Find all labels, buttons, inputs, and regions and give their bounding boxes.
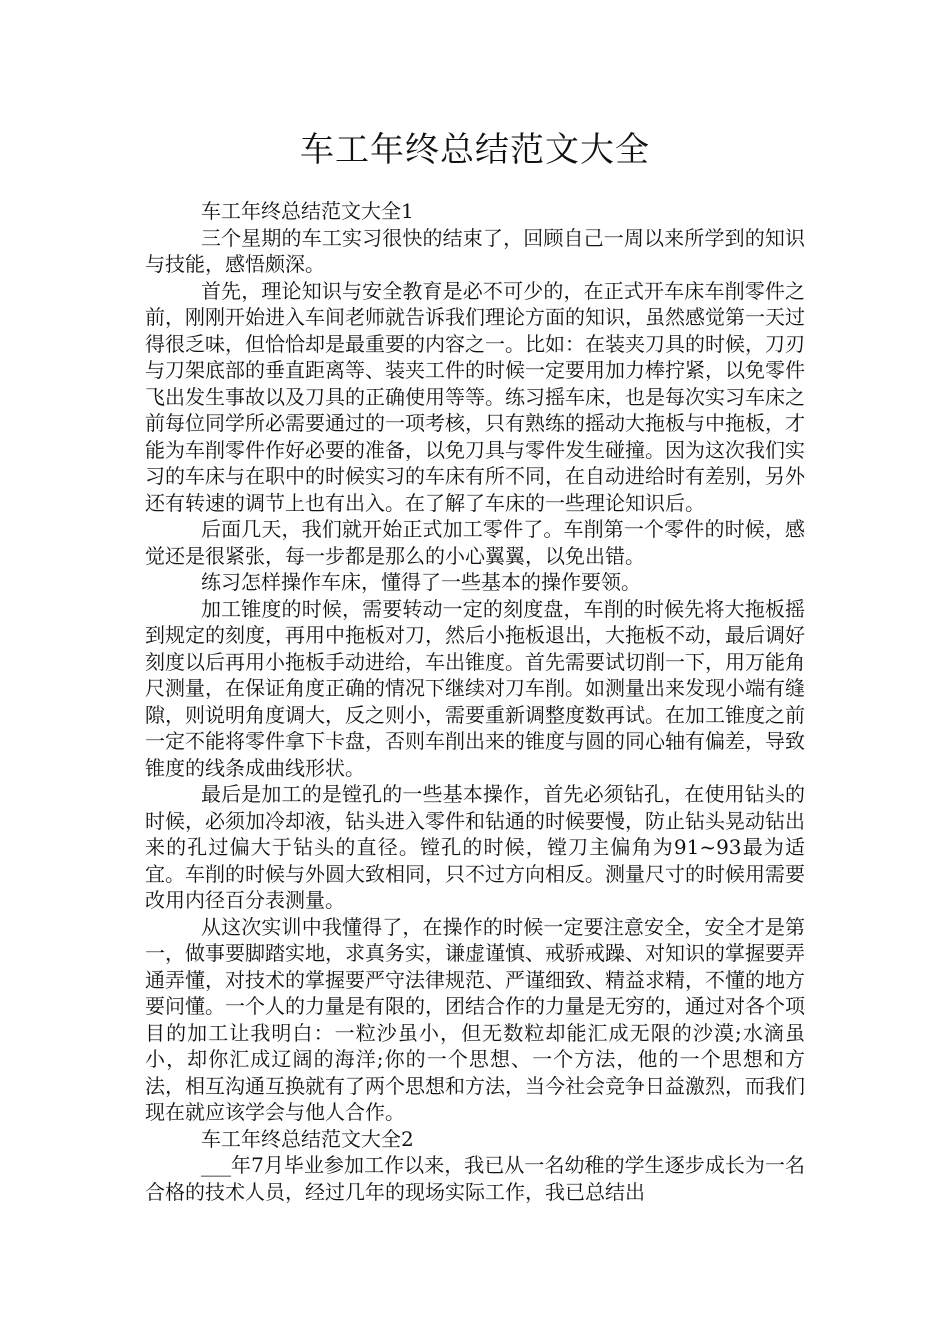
paragraph-boring: 最后是加工的是镗孔的一些基本操作，首先必须钻孔，在使用钻头的时候，必须加冷却液，钻头进入零件和钻通的时候要慢，防止钻头晃动钻出来的孔过偏大于钻头的直径。镗孔的时候，镗刀主偏角为91~93最为适宜。车削的时候与外圆大致相同，只不过方向相反。测量尺寸的时候用需要改用内径百分表测量。 (145, 782, 805, 912)
document-title: 车工年终总结范文大全 (300, 130, 650, 170)
section-heading-1: 车工年终总结范文大全1 (201, 199, 414, 223)
paragraph-taper: 加工锥度的时候，需要转动一定的刻度盘，车削的时候先将大拖板摇到规定的刻度，再用中拖板对刀，然后小拖板退出，大拖板不动，最后调好刻度以后再用小拖板手动进给，车出锥度。首先需要试切削一下，用万能角尺测量，在保证角度正确的情况下继续对刀车削。如测量出来发现小端有缝隙，则说明角度调大，反之则小，需要重新调整度数再试。在加工锥度之前一定不能将零件拿下卡盘，否则车削出来的锥度与圆的同心轴有偏差，导致锥度的线条成曲线形状。 (145, 596, 805, 780)
paragraph-operation: 练习怎样操作车床，懂得了一些基本的操作要领。 (201, 570, 641, 594)
paragraph-theory: 首先，理论知识与安全教育是必不可少的，在正式开车床车削零件之前，刚刚开始进入车间老师就告诉我们理论方面的知识，虽然感觉第一天过得很乏味，但恰恰却是最重要的内容之一。比如：在装夹刀具的时候，刀刃与刀架底部的垂直距离等、装夹工件的时候一定要用加力棒拧紧，以免零件飞出发生事故以及刀具的正确使用等等。练习摇车床，也是每次实习车床之前每位同学所必需要通过的一项考核，只有熟练的摇动大拖板与中拖板，才能为车削零件作好必要的准备，以免刀具与零件发生碰撞。因为这次我们实习的车床与在职中的时候实习的车床有所不同，在自动进给时有差别，另外还有转速的调节上也有出入。在了解了车床的一些理论知识后。 (145, 278, 805, 515)
document-body (145, 198, 805, 1205)
paragraph-first-part: 后面几天，我们就开始正式加工零件了。车削第一个零件的时候，感觉还是很紧张，每一步都是那么的小心翼翼，以免出错。 (145, 517, 805, 568)
paragraph-section2-intro: ___年7月毕业参加工作以来，我已从一名幼稚的学生逐步成长为一名合格的技术人员，经过几年的现场实际工作，我已总结出 (145, 1153, 805, 1204)
paragraph-lessons: 从这次实训中我懂得了，在操作的时候一定要注意安全，安全才是第一，做事要脚踏实地，求真务实，谦虚谨慎、戒骄戒躁、对知识的掌握要弄通弄懂，对技术的掌握要严守法律规范、严谨细致、精益求精，不懂的地方要问懂。一个人的力量是有限的，团结合作的力量是无穷的，通过对各个项目的加工让我明白：一粒沙虽小，但无数粒却能汇成无限的沙漠;水滴虽小，却你汇成辽阔的海洋;你的一个思想、一个方法，他的一个思想和方法，相互沟通互换就有了两个思想和方法，当今社会竞争日益激烈，而我们现在就应该学会与他人合作。 (145, 914, 805, 1124)
paragraph-intro: 三个星期的车工实习很快的结束了，回顾自己一周以来所学到的知识与技能，感悟颇深。 (145, 225, 805, 276)
section-heading-2: 车工年终总结范文大全2 (201, 1126, 414, 1151)
